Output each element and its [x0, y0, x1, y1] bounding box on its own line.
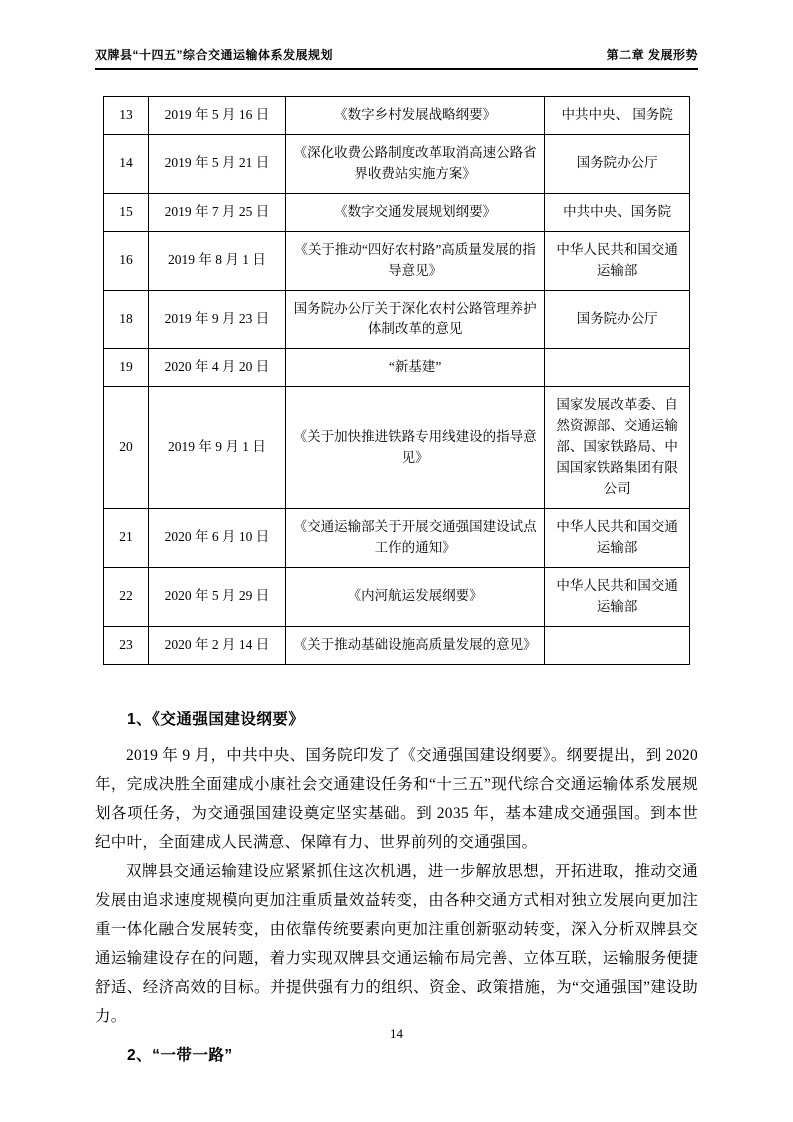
row-number-cell: 13 — [104, 97, 149, 135]
agency-cell — [545, 626, 690, 664]
agency-cell — [545, 349, 690, 387]
body-content — [95, 707, 698, 1065]
row-number-cell: 20 — [104, 387, 149, 509]
date-cell: 2020 年 2 月 14 日 — [148, 626, 285, 664]
agency-cell: 中共中央、国务院 — [545, 193, 690, 231]
document-title-cell: 《数字乡村发展战略纲要》 — [285, 97, 544, 135]
table-row — [104, 387, 690, 509]
row-number-cell: 19 — [104, 349, 149, 387]
table-row — [104, 349, 690, 387]
paragraph-2: 双牌县交通运输建设应紧紧抓住这次机遇，进一步解放思想，开拓进取，推动交通发展由追求速度规模向更加注重质量效益转变，由各种交通方式相对独立发展向更加注重一体化融合发展转变，由依靠传统要素向更加注重创新驱动转变，深入分析双牌县交通运输建设存在的问题，着力实现双牌县交通运输布局完善、立体互联，运输服务便捷舒适、经济高效的目标。并提供强有力的组织、资金、政策措施，为“交通强国”建设助力。 — [95, 862, 698, 1025]
date-cell: 2019 年 5 月 21 日 — [148, 134, 285, 193]
agency-cell: 国务院办公厅 — [545, 134, 690, 193]
row-number-cell: 16 — [104, 231, 149, 290]
agency-cell: 中华人民共和国交通运输部 — [545, 231, 690, 290]
document-title-cell: 《数字交通发展规划纲要》 — [285, 193, 544, 231]
table-row — [104, 193, 690, 231]
table-row — [104, 231, 690, 290]
policy-documents-table — [103, 96, 690, 665]
document-title-cell: “新基建” — [285, 349, 544, 387]
document-title-cell: 《内河航运发展纲要》 — [285, 567, 544, 626]
date-cell: 2020 年 5 月 29 日 — [148, 567, 285, 626]
table-row — [104, 508, 690, 567]
agency-cell: 中共中央、 国务院 — [545, 97, 690, 135]
date-cell: 2019 年 9 月 1 日 — [148, 387, 285, 509]
agency-cell: 国务院办公厅 — [545, 290, 690, 349]
date-cell: 2019 年 7 月 25 日 — [148, 193, 285, 231]
table-row — [104, 290, 690, 349]
running-header — [95, 0, 698, 70]
section-heading-2: 2、“一带一路” — [127, 1046, 233, 1064]
document-title-cell: 《关于加快推进铁路专用线建设的指导意见》 — [285, 387, 544, 509]
agency-cell: 中华人民共和国交通运输部 — [545, 508, 690, 567]
table-row — [104, 567, 690, 626]
header-document-title: 双牌县“十四五”综合交通运输体系发展规划 — [95, 48, 334, 62]
row-number-cell: 18 — [104, 290, 149, 349]
document-title-cell: 《深化收费公路制度改革取消高速公路省界收费站实施方案》 — [285, 134, 544, 193]
document-title-cell: 《关于推动“四好农村路”高质量发展的指导意见》 — [285, 231, 544, 290]
row-number-cell: 23 — [104, 626, 149, 664]
section-heading-1: 1、《交通强国建设纲要》 — [127, 710, 305, 728]
document-title-cell: 《关于推动基础设施高质量发展的意见》 — [285, 626, 544, 664]
date-cell: 2019 年 5 月 16 日 — [148, 97, 285, 135]
page-number: 14 — [390, 1026, 403, 1041]
date-cell: 2020 年 4 月 20 日 — [148, 349, 285, 387]
date-cell: 2020 年 6 月 10 日 — [148, 508, 285, 567]
row-number-cell: 15 — [104, 193, 149, 231]
row-number-cell: 21 — [104, 508, 149, 567]
table-row — [104, 134, 690, 193]
paragraph-1: 2019 年 9 月，中共中央、国务院印发了《交通强国建设纲要》。纲要提出，到 2020 年，完成决胜全面建成小康社会交通建设任务和“十三五”现代综合交通运输体系发展规划各项任务，为交通强国建设奠定坚实基础。到 2035 年，基本建成交通强国。到本世纪中叶，全面建成人民满意、保障有力、世界前列的交通强国。 — [95, 746, 698, 851]
document-title-cell: 国务院办公厅关于深化农村公路管理养护体制改革的意见 — [285, 290, 544, 349]
agency-cell: 中华人民共和国交通运输部 — [545, 567, 690, 626]
document-title-cell: 《交通运输部关于开展交通强国建设试点工作的通知》 — [285, 508, 544, 567]
table-row — [104, 97, 690, 135]
date-cell: 2019 年 8 月 1 日 — [148, 231, 285, 290]
table-row — [104, 626, 690, 664]
header-chapter-title: 第二章 发展形势 — [606, 48, 698, 62]
agency-cell: 国家发展改革委、自然资源部、交通运输部、国家铁路局、中国国家铁路集团有限公司 — [545, 387, 690, 509]
row-number-cell: 22 — [104, 567, 149, 626]
row-number-cell: 14 — [104, 134, 149, 193]
date-cell: 2019 年 9 月 23 日 — [148, 290, 285, 349]
